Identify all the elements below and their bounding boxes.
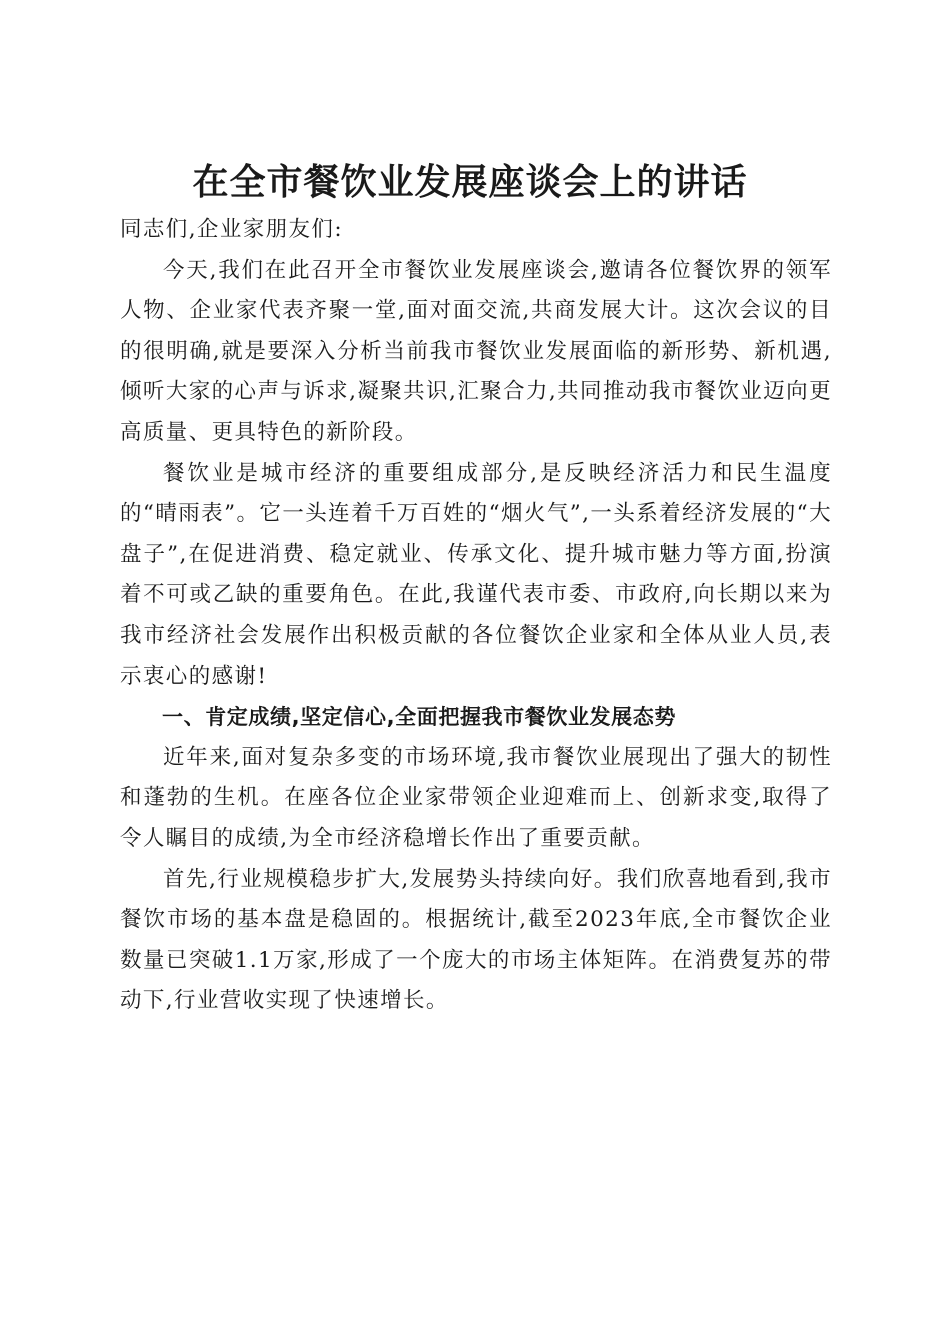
paragraph-achievements: 近年来,面对复杂多变的市场环境,我市餐饮业展现出了强大的韧性和蓬勃的生机。在座各位企业家带领企业迎难而上、创新求变,取得了令人瞩目的成绩,为全市经济稳增长作出了重要贡献。: [120, 744, 832, 851]
document-body: [120, 210, 832, 1022]
section-heading-1: 一、肯定成绩,坚定信心,全面把握我市餐饮业发展态势: [162, 705, 676, 730]
document-title: 在全市餐饮业发展座谈会上的讲话: [192, 161, 748, 204]
salutation: 同志们,企业家朋友们:: [120, 217, 343, 242]
paragraph-scale: 首先,行业规模稳步扩大,发展势头持续向好。我们欣喜地看到,我市餐饮市场的基本盘是稳固的。根据统计,截至2023年底,全市餐饮企业数量已突破1.1万家,形成了一个庞大的市场主体矩阵。在消费复苏的带动下,行业营收实现了快速增长。: [120, 866, 832, 1014]
paragraph-significance: 餐饮业是城市经济的重要组成部分,是反映经济活力和民生温度的“晴雨表”。它一头连着千万百姓的“烟火气”,一头系着经济发展的“大盘子”,在促进消费、稳定就业、传承文化、提升城市魅力等方面,扮演着不可或乙缺的重要角色。在此,我谨代表市委、市政府,向长期以来为我市经济社会发展作出积极贡献的各位餐饮企业家和全体从业人员,表示衷心的感谢!: [120, 460, 832, 689]
paragraph-opening: 今天,我们在此召开全市餐饮业发展座谈会,邀请各位餐饮界的领军人物、企业家代表齐聚一堂,面对面交流,共商发展大计。这次会议的目的很明确,就是要深入分析当前我市餐饮业发展面临的新形势、新机遇,倾听大家的心声与诉求,凝聚共识,汇聚合力,共同推动我市餐饮业迈向更高质量、更具特色的新阶段。: [120, 257, 832, 445]
